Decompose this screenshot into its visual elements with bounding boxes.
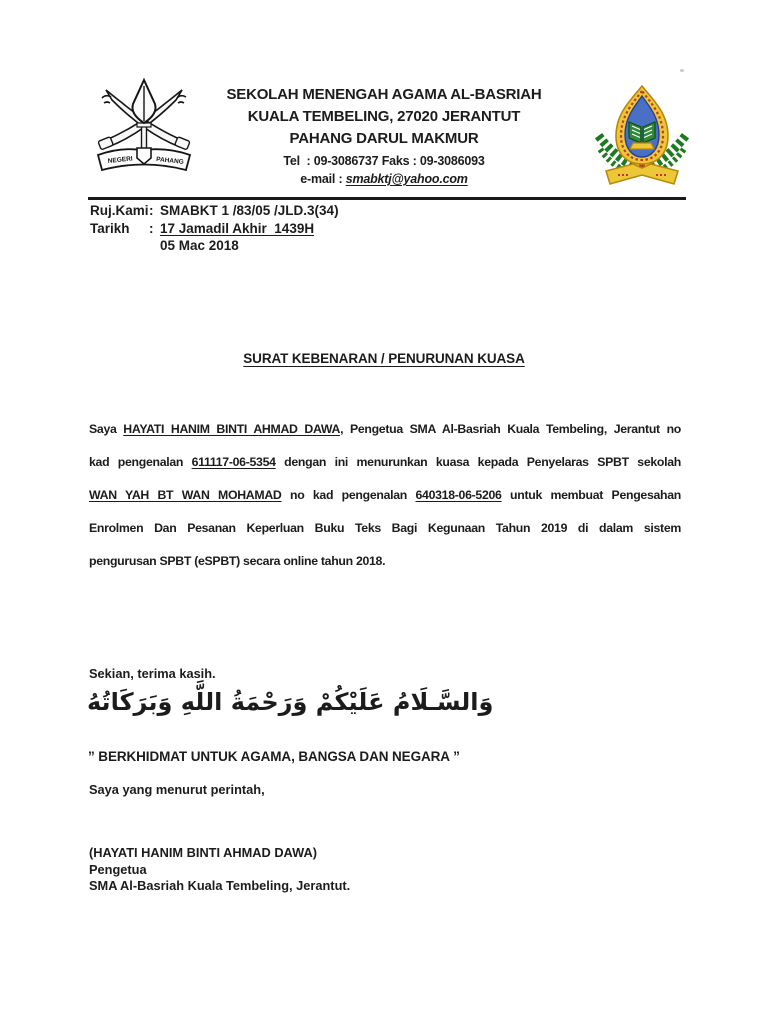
ref-label: Ruj.Kami bbox=[90, 203, 149, 218]
body-line: kad pengenalan 611117-06-5354 dengan ini menurunkan kuasa kepada Penyelaras SPBT sekolah bbox=[89, 455, 681, 469]
ref-number-row bbox=[90, 202, 339, 220]
school-crest-icon bbox=[592, 83, 692, 189]
date-label: Tarikh bbox=[90, 220, 130, 236]
signatory-school: SMA Al-Basriah Kuala Tembeling, Jerantut. bbox=[89, 878, 351, 893]
ref-value: SMABKT 1 /83/05 /JLD.3(34) bbox=[160, 203, 339, 218]
signatory-name: (HAYATI HANIM BINTI AHMAD DAWA) bbox=[89, 845, 317, 860]
signature-block bbox=[89, 845, 350, 895]
banner-text-pahang: PAHANG bbox=[155, 156, 185, 166]
signatory-position: Pengetua bbox=[89, 861, 147, 877]
letter-title: SURAT KEBENARAN / PENURUNAN KUASA bbox=[243, 351, 525, 366]
ref-colon: : bbox=[149, 203, 154, 218]
email-address: smabktj@yahoo.com bbox=[345, 172, 468, 186]
banner-text-negeri: NEGERI bbox=[107, 155, 133, 165]
closing-thanks: Sekian, terima kasih. bbox=[89, 666, 216, 681]
school-name-line1: SEKOLAH MENENGAH AGAMA AL-BASRIAH bbox=[226, 86, 542, 103]
service-motto: ” BERKHIDMAT UNTUK AGAMA, BANGSA DAN NEGARA ” bbox=[88, 749, 460, 764]
email-label: e-mail : bbox=[300, 172, 346, 186]
date-row bbox=[90, 220, 339, 238]
body-line: WAN YAH BT WAN MOHAMAD no kad pengenalan 640318-06-5206 untuk membuat Pengesahan bbox=[89, 488, 681, 502]
body-line: pengurusan SPBT (eSPBT) secara online tahun 2018. bbox=[89, 554, 386, 568]
body-paragraph bbox=[89, 413, 681, 578]
header-divider bbox=[88, 197, 686, 200]
school-name-line3: PAHANG DARUL MAKMUR bbox=[289, 130, 479, 147]
date-colon: : bbox=[149, 220, 154, 236]
closing-order-line: Saya yang menurut perintah, bbox=[89, 782, 265, 797]
date-gregorian: 05 Mac 2018 bbox=[160, 238, 239, 253]
arabic-salutation: وَالسَّـلَامُ عَلَيْكُمْ وَرَحْمَةُ اللَّهِ وَبَرَكَاتُهُ bbox=[87, 688, 494, 716]
letterhead-text bbox=[154, 84, 614, 188]
date-gregorian-row bbox=[90, 237, 339, 255]
telephone-fax-line: Tel : 09-3086737 Faks : 09-3086093 bbox=[283, 154, 485, 168]
scan-artifact-dot bbox=[680, 69, 684, 72]
email-line bbox=[154, 170, 614, 188]
reference-block bbox=[90, 202, 339, 255]
date-hijri: 17 Jamadil Akhir 1439H bbox=[160, 220, 315, 236]
school-name-line2: KUALA TEMBELING, 27020 JERANTUT bbox=[247, 108, 521, 125]
body-line: Saya HAYATI HANIM BINTI AHMAD DAWA, Pengetua SMA Al-Basriah Kuala Tembeling, Jerantut no bbox=[89, 422, 681, 436]
body-line: Enrolmen Dan Pesanan Keperluan Buku Teks Bagi Kegunaan Tahun 2019 di dalam sistem bbox=[89, 521, 681, 535]
